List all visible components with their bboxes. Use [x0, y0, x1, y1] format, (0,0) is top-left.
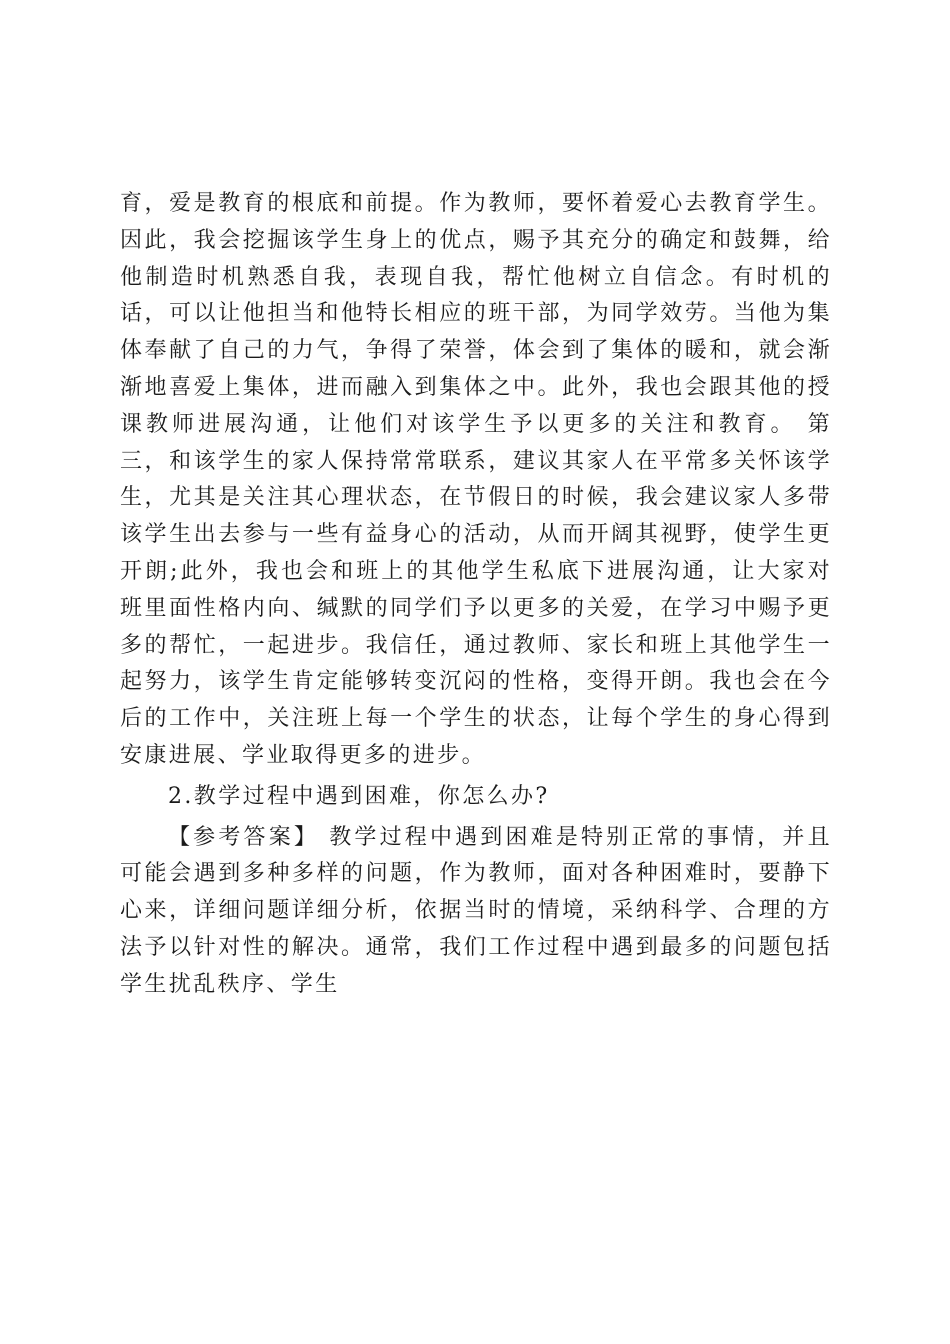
- reference-answer-paragraph: 【参考答案】 教学过程中遇到困难是特别正常的事情，并且可能会遇到多种多样的问题，作为教师，面对各种困难时，要静下心来，详细问题详细分析，依据当时的情境，采纳科学、合理的方法予以针对性的解决。通常，我们工作过程中遇到最多的问题包括学生扰乱秩序、学生: [120, 824, 832, 997]
- question-heading: 2.教学过程中遇到困难，你怎么办?: [168, 783, 550, 809]
- paragraph-continued: 育，爱是教育的根底和前提。作为教师，要怀着爱心去教育学生。因此，我会挖掘该学生身上的优点，赐予其充分的确定和鼓舞，给他制造时机熟悉自我，表现自我，帮忙他树立自信念。有时机的话，可以让他担当和他特长相应的班干部，为同学效劳。当他为集体奉献了自己的力气，争得了荣誉，体会到了集体的暖和，就会渐渐地喜爱上集体，进而融入到集体之中。此外，我也会跟其他的授课教师进展沟通，让他们对该学生予以更多的关注和教育。 第三，和该学生的家人保持常常联系，建议其家人在平常多关怀该学生，尤其是关注其心理状态，在节假日的时候，我会建议家人多带该学生出去参与一些有益身心的活动，从而开阔其视野，使学生更开朗;此外，我也会和班上的其他学生私底下进展沟通，让大家对班里面性格内向、缄默的同学们予以更多的关爱，在学习中赐予更多的帮忙，一起进步。我信任，通过教师、家长和班上其他学生一起努力，该学生肯定能够转变沉闷的性格，变得开朗。我也会在今后的工作中，关注班上每一个学生的状态，让每个学生的身心得到安康进展、学业取得更多的进步。: [120, 191, 832, 768]
- document-body: [120, 186, 832, 1004]
